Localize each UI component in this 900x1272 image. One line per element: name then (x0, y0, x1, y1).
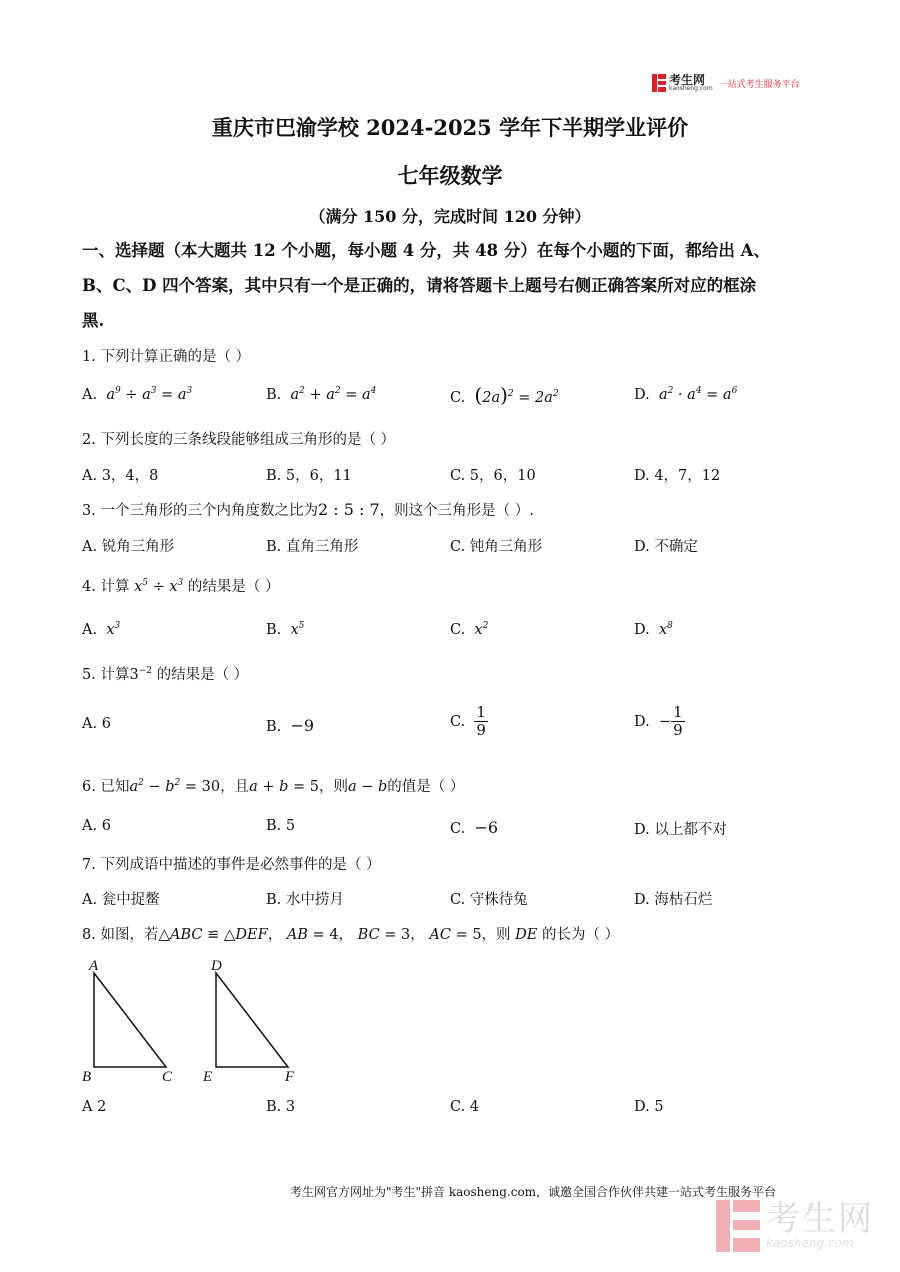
logo-name: 考生网 (669, 73, 706, 87)
q6-option-d: D. 以上都不对 (634, 822, 727, 838)
exam-title: 重庆市巴渝学校 2024-2025 学年下半期学业评价 (211, 115, 689, 140)
section-heading-line2: B、C、D 四个答案，其中只有一个是正确的，请将答题卡上题号右侧正确答案所对应的框涂 (82, 276, 757, 295)
watermark-name: 考生网 (766, 1199, 874, 1239)
logo-domain: kaosheng.com (669, 85, 713, 92)
q8-option-c: C. 4 (450, 1099, 480, 1115)
label-f: F (285, 1069, 295, 1085)
section-heading-line1: 一、选择题（本大题共 12 个小题，每小题 4 分，共 48 分）在每个小题的下面，都给出 A、 (82, 241, 770, 260)
q2-option-a: A. 3，4，8 (82, 468, 159, 484)
q3-option-c: C. 钝角三角形 (450, 539, 543, 555)
q7-option-d: D. 海枯石烂 (634, 892, 713, 908)
logo-slogan: 一站式考生服务平台 (718, 79, 800, 90)
exam-subject: 七年级数学 (397, 163, 503, 188)
q3-option-d: D. 不确定 (634, 539, 698, 555)
logo-mark-icon (652, 74, 666, 92)
label-b: B (82, 1069, 92, 1085)
question-3-stem: 3. 一个三角形的三个内角度数之比为2 : 5 : 7，则这个三角形是（ ）. (82, 500, 534, 519)
site-logo[interactable] (652, 72, 800, 94)
triangle-abc (94, 973, 166, 1067)
exam-info: （满分 150 分，完成时间 120 分钟） (309, 207, 591, 226)
q7-option-c: C. 守株待兔 (450, 892, 528, 908)
q4-option-d: D. $x^8$ (634, 621, 673, 638)
watermark (716, 1200, 874, 1252)
q8-option-d: D. 5 (634, 1099, 664, 1115)
q1-option-d: D. $a^2 \cdot a^4 = a^6$ (634, 386, 738, 403)
question-6-stem: 6. 已知$a^2 - b^2 = 30$，且a + b = 5，则a − b的值是（ ） (82, 778, 465, 795)
question-7-stem: 7. 下列成语中描述的事件是必然事件的是（ ） (82, 857, 381, 873)
triangles-figure (80, 953, 310, 1093)
label-a: A (89, 958, 99, 974)
q4-option-a: A. $x^3$ (82, 621, 121, 638)
q5-option-a: A. 6 (82, 716, 111, 732)
question-1-stem: 1. 下列计算正确的是（ ） (82, 349, 251, 365)
q2-option-b: B. 5，6，11 (266, 468, 352, 484)
q2-option-d: D. 4，7，12 (634, 468, 721, 484)
q5-option-b: B. −9 (266, 716, 315, 735)
q3-option-b: B. 直角三角形 (266, 539, 359, 555)
q7-option-b: B. 水中捞月 (266, 892, 344, 908)
watermark-logo-icon (716, 1200, 760, 1252)
q1-option-c: C. $(2a)^2 = 2a^2$ (450, 383, 559, 407)
question-5-stem: 5. 计算$3^{-2}$ 的结果是（ ） (82, 666, 249, 683)
q8-option-a: A 2 (82, 1099, 107, 1115)
section-heading-line3: 黑. (82, 311, 105, 330)
q5-option-d: D. − $\frac{1}{9}$ (634, 703, 683, 740)
watermark-domain: kaosheng.com (766, 1236, 854, 1250)
q6-option-b: B. 5 (266, 818, 296, 834)
label-c: C (162, 1069, 173, 1085)
q5-option-c: C. $\frac{1}{9}$ (450, 703, 486, 740)
q6-option-c: C. −6 (450, 818, 498, 837)
triangle-def (216, 973, 288, 1067)
q1-option-b: B. $a^2 + a^2 = a^4$ (266, 386, 377, 403)
question-2-stem: 2. 下列长度的三条线段能够组成三角形的是（ ） (82, 432, 396, 448)
q8-option-b: B. 3 (266, 1099, 296, 1115)
q4-option-c: C. $x^2$ (450, 621, 489, 638)
q1-option-a: A. $a^9 \div a^3 = a^3$ (82, 386, 193, 403)
q3-option-a: A. 锐角三角形 (82, 539, 175, 555)
question-8-stem: 8. 如图，若△ABC ≌ △DEF， AB = 4， BC = 3， AC = 5，则 DE 的长为（ ） (82, 925, 620, 943)
label-e: E (203, 1069, 213, 1085)
label-d: D (211, 958, 222, 974)
q4-option-b: B. $x^5$ (266, 621, 305, 638)
q6-option-a: A. 6 (82, 818, 111, 834)
question-4-stem: 4. 计算 $x^5 \div x^3$ 的结果是（ ） (82, 578, 280, 595)
q2-option-c: C. 5，6，10 (450, 468, 536, 484)
section-heading (82, 233, 822, 338)
footer-note: 考生网官方网址为"考生"拼音 kaosheng.com，诚邀全国合作伙伴共建一站式考生服务平台 (290, 1185, 777, 1199)
q7-option-a: A. 瓮中捉鳖 (82, 892, 160, 908)
